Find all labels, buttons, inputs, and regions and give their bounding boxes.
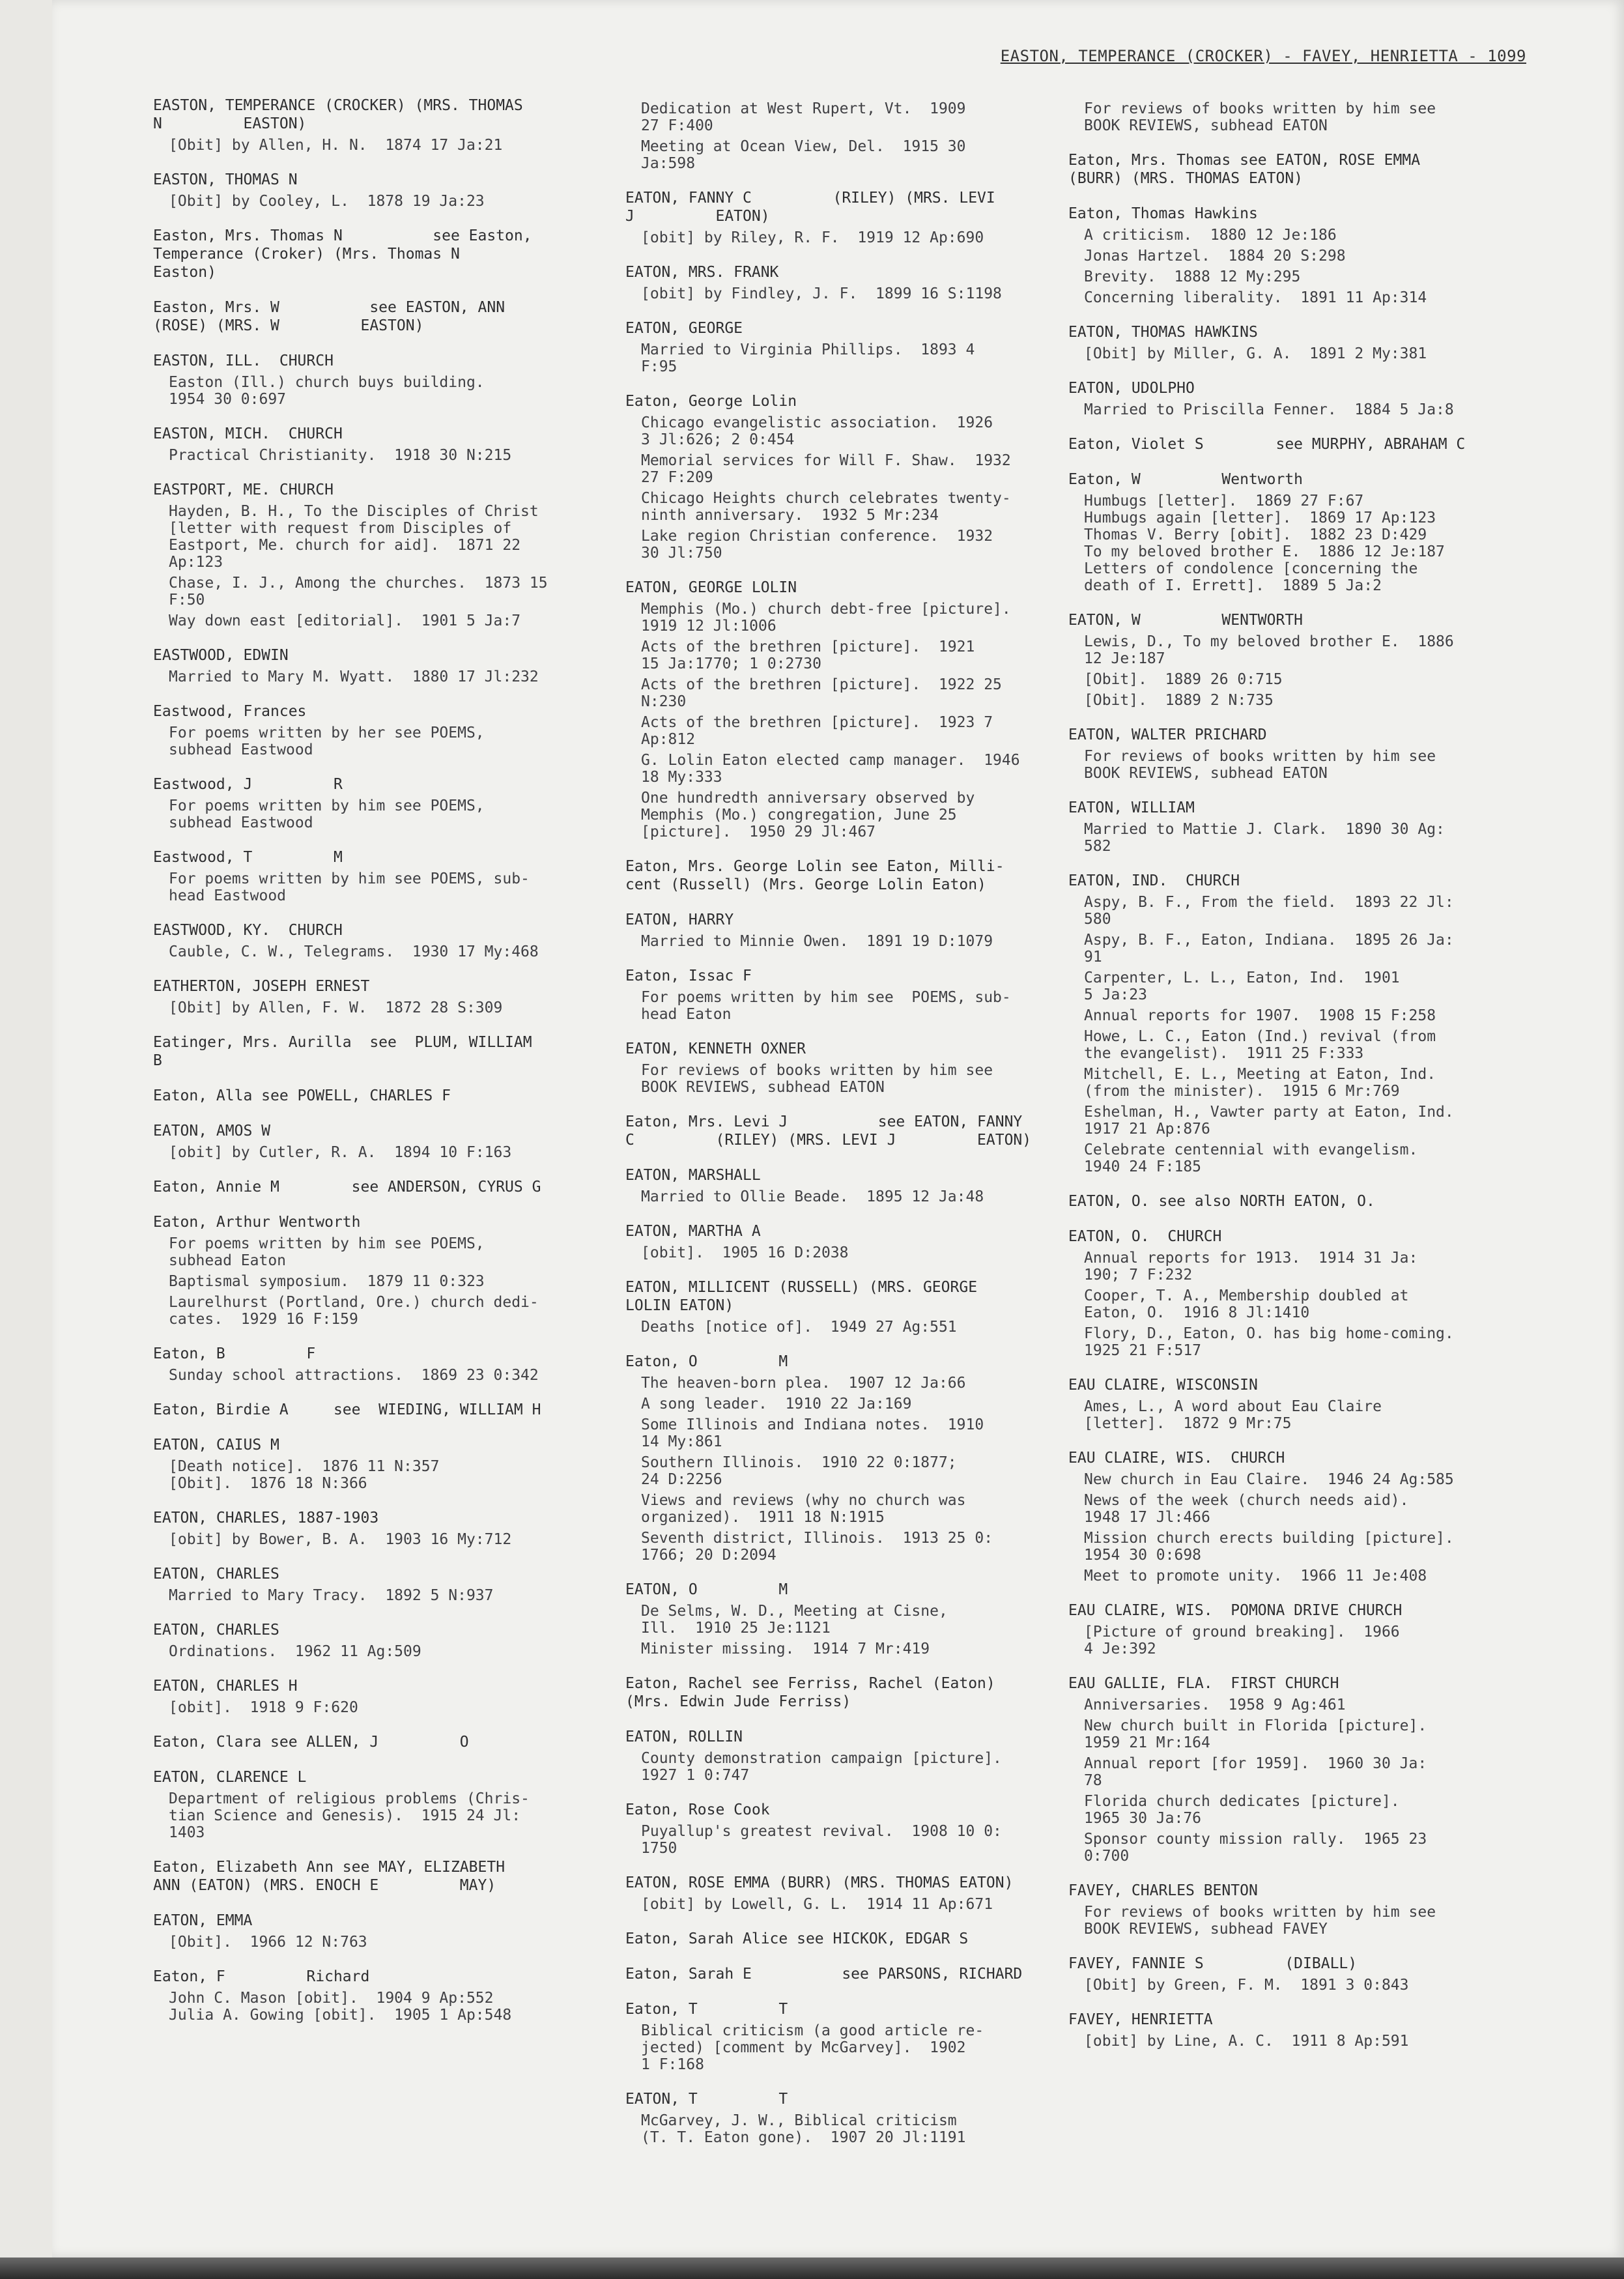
entry-citation: Way down east [editorial]. 1901 5 Ja:7 bbox=[169, 612, 521, 629]
entry-citation: Mission church erects building [picture]. 1954 30 0:698 bbox=[1084, 1530, 1454, 1564]
index-entry bbox=[625, 1728, 1081, 1784]
index-entry bbox=[153, 1733, 609, 1751]
entry-citation: Chase, I. J., Among the churches. 1873 15 F:50 bbox=[169, 575, 548, 609]
entry-heading: EATON, GEORGE bbox=[625, 320, 743, 337]
entry-heading: Eatinger, Mrs. Aurilla see PLUM, WILLIAM B bbox=[153, 1034, 532, 1069]
entry-citation: [Obit] by Green, F. M. 1891 3 0:843 bbox=[1084, 1977, 1409, 1994]
entry-heading: Eaton, Birdie A see WIEDING, WILLIAM H bbox=[153, 1401, 541, 1418]
entry-citation: [obit]. 1905 16 D:2038 bbox=[641, 1244, 849, 1261]
index-entry bbox=[153, 921, 609, 960]
entry-heading: Eastwood, J R bbox=[153, 776, 343, 793]
entry-heading: Eaton, O M bbox=[625, 1353, 788, 1370]
entry-citation: Married to Ollie Beade. 1895 12 Ja:48 bbox=[641, 1188, 984, 1205]
entry-heading: Easton, Mrs. W see EASTON, ANN (ROSE) (MRS. W EASTON) bbox=[153, 299, 506, 334]
entry-citation: [obit]. 1918 9 F:620 bbox=[169, 1699, 358, 1716]
index-entry bbox=[153, 298, 609, 335]
entry-citation: [Obit] by Cooley, L. 1878 19 Ja:23 bbox=[169, 193, 485, 210]
entry-heading: Eaton, T T bbox=[625, 2001, 788, 2018]
entry-heading: FAVEY, CHARLES BENTON bbox=[1068, 1882, 1258, 1899]
entry-heading: EATON, FANNY C (RILEY) (MRS. LEVI J EATON) bbox=[625, 190, 995, 225]
entry-heading: Eaton, W Wentworth bbox=[1068, 471, 1303, 488]
entry-heading: Eastwood, Frances bbox=[153, 703, 307, 720]
entry-heading: EAU CLAIRE, WIS. CHURCH bbox=[1068, 1450, 1285, 1467]
entry-citation: Hayden, B. H., To the Disciples of Christ [letter with request from Disciples of Eastport, Me. church for aid]. 1871 22 Ap:123 bbox=[169, 503, 539, 571]
entry-heading: Eaton, Sarah E see PARSONS, RICHARD bbox=[625, 1966, 1023, 1983]
entry-citation: County demonstration campaign [picture]. 1927 1 0:747 bbox=[641, 1750, 1002, 1784]
index-entry bbox=[153, 1122, 609, 1161]
index-entry bbox=[1068, 726, 1524, 782]
entry-citation: [obit] by Cutler, R. A. 1894 10 F:163 bbox=[169, 1144, 512, 1161]
entry-citation: Chicago evangelistic association. 1926 3 Jl:626; 2 0:454 bbox=[641, 414, 993, 448]
index-entry bbox=[153, 848, 609, 904]
index-entry bbox=[625, 1040, 1081, 1096]
entry-citation: Biblical criticism (a good article re- jected) [comment by McGarvey]. 1902 1 F:168 bbox=[641, 2022, 984, 2073]
entry-citation: Cooper, T. A., Membership doubled at Eaton, O. 1916 8 Jl:1410 bbox=[1084, 1287, 1409, 1321]
entry-citation: Memorial services for Will F. Shaw. 1932 27 F:209 bbox=[641, 452, 1011, 486]
index-entry bbox=[153, 1858, 609, 1895]
entry-citation: Sponsor county mission rally. 1965 23 0:700 bbox=[1084, 1831, 1427, 1865]
index-entry bbox=[153, 1087, 609, 1105]
entry-citation: [obit] by Findley, J. F. 1899 16 S:1198 bbox=[641, 285, 1002, 302]
index-entry bbox=[153, 425, 609, 464]
index-entry bbox=[1068, 1674, 1524, 1865]
entry-citation: Howe, L. C., Eaton (Ind.) revival (from the evangelist). 1911 25 F:333 bbox=[1084, 1028, 1436, 1062]
index-entry bbox=[153, 1968, 609, 2024]
entry-heading: EATON, ROSE EMMA (BURR) (MRS. THOMAS EATON) bbox=[625, 1874, 1014, 1891]
entry-citation: A criticism. 1880 12 Je:186 bbox=[1084, 227, 1337, 244]
entry-heading: EATON, CHARLES, 1887-1903 bbox=[153, 1510, 379, 1526]
entry-heading: EATON, WILLIAM bbox=[1068, 799, 1195, 816]
index-entry bbox=[1068, 100, 1524, 134]
index-entry bbox=[153, 1401, 609, 1419]
entry-heading: Eaton, Issac F bbox=[625, 968, 752, 984]
entry-heading: Eaton, Arthur Wentworth bbox=[153, 1214, 361, 1231]
entry-citation: Brevity. 1888 12 My:295 bbox=[1084, 268, 1301, 285]
index-entry bbox=[153, 1621, 609, 1660]
entry-citation: McGarvey, J. W., Biblical criticism (T. T. Eaton gone). 1907 20 Jl:1191 bbox=[641, 2112, 966, 2146]
entry-citation: Aspy, B. F., Eaton, Indiana. 1895 26 Ja: 91 bbox=[1084, 932, 1454, 966]
entry-heading: EATON, MARTHA A bbox=[625, 1223, 761, 1240]
entry-heading: EATON, CAIUS M bbox=[153, 1437, 279, 1454]
entry-heading: EASTON, ILL. CHURCH bbox=[153, 352, 334, 369]
index-entry bbox=[1068, 1376, 1524, 1432]
index-entry bbox=[1068, 1192, 1524, 1211]
entry-citation: Dedication at West Rupert, Vt. 1909 27 F:400 bbox=[641, 100, 966, 134]
index-column-3 bbox=[1068, 96, 1524, 2067]
entry-citation: Eshelman, H., Vawter party at Eaton, Ind. 1917 21 Ap:876 bbox=[1084, 1104, 1454, 1138]
entry-heading: Eaton, Thomas Hawkins bbox=[1068, 205, 1258, 222]
entry-citation: Ames, L., A word about Eau Claire [letter]. 1872 9 Mr:75 bbox=[1084, 1398, 1382, 1432]
index-entry bbox=[153, 227, 609, 281]
entry-heading: Eaton, Mrs. Levi J see EATON, FANNY C (RILEY) (MRS. LEVI J EATON) bbox=[625, 1113, 1032, 1149]
entry-citation: Memphis (Mo.) church debt-free [picture]. 1919 12 Jl:1006 bbox=[641, 601, 1011, 635]
entry-citation: G. Lolin Eaton elected camp manager. 1946 18 My:333 bbox=[641, 752, 1020, 786]
index-entry bbox=[153, 1033, 609, 1070]
entry-citation: Easton (Ill.) church buys building. 1954 30 0:697 bbox=[169, 374, 485, 408]
index-entry bbox=[625, 392, 1081, 562]
index-entry bbox=[625, 967, 1081, 1023]
entry-citation: Married to Minnie Owen. 1891 19 D:1079 bbox=[641, 933, 993, 950]
entry-citation: Jonas Hartzel. 1884 20 S:298 bbox=[1084, 248, 1346, 265]
entry-citation: Views and reviews (why no church was organized). 1911 18 N:1915 bbox=[641, 1492, 966, 1526]
entry-heading: EATON, CHARLES bbox=[153, 1622, 279, 1639]
index-entry bbox=[153, 646, 609, 685]
entry-citation: New church in Eau Claire. 1946 24 Ag:585 bbox=[1084, 1471, 1454, 1488]
running-head: EASTON, TEMPERANCE (CROCKER) - FAVEY, HENRIETTA - 1099 bbox=[1000, 47, 1526, 65]
index-entry bbox=[153, 1345, 609, 1384]
entry-citation: [Obit]. 1889 26 0:715 bbox=[1084, 671, 1283, 688]
entry-citation: [Obit]. 1889 2 N:735 bbox=[1084, 692, 1274, 709]
index-entry bbox=[153, 171, 609, 210]
entry-citation: De Selms, W. D., Meeting at Cisne, Ill. 1910 25 Je:1121 bbox=[641, 1603, 948, 1637]
index-entry bbox=[625, 100, 1081, 172]
entry-citation: For reviews of books written by him see BOOK REVIEWS, subhead EATON bbox=[1084, 748, 1436, 782]
index-entry bbox=[625, 2000, 1081, 2073]
entry-heading: Eaton, Rachel see Ferriss, Rachel (Eaton) (Mrs. Edwin Jude Ferriss) bbox=[625, 1675, 995, 1710]
entry-citation: For poems written by him see POEMS, sub- head Eaton bbox=[641, 989, 1011, 1023]
entry-citation: Lewis, D., To my beloved brother E. 1886 12 Je:187 bbox=[1084, 633, 1454, 667]
entry-heading: EATON, WALTER PRICHARD bbox=[1068, 726, 1267, 743]
entry-citation: Chicago Heights church celebrates twenty- ninth anniversary. 1932 5 Mr:234 bbox=[641, 490, 1011, 524]
index-entry bbox=[153, 1912, 609, 1951]
entry-heading: EATON, THOMAS HAWKINS bbox=[1068, 324, 1258, 341]
entry-citation: Some Illinois and Indiana notes. 1910 14 My:861 bbox=[641, 1416, 984, 1450]
index-column-1 bbox=[153, 96, 609, 2041]
index-entry bbox=[1068, 379, 1524, 418]
entry-citation: Cauble, C. W., Telegrams. 1930 17 My:468 bbox=[169, 943, 539, 960]
entry-citation: For reviews of books written by him see BOOK REVIEWS, subhead EATON bbox=[641, 1062, 993, 1096]
index-entry bbox=[625, 1674, 1081, 1711]
entry-citation: Annual reports for 1913. 1914 31 Ja: 190; 7 F:232 bbox=[1084, 1250, 1418, 1283]
entry-citation: For poems written by him see POEMS, subhead Eastwood bbox=[169, 797, 485, 831]
entry-heading: EAU CLAIRE, WIS. POMONA DRIVE CHURCH bbox=[1068, 1602, 1403, 1619]
entry-citation: [Death notice]. 1876 11 N:357 [Obit]. 1876 18 N:366 bbox=[169, 1458, 440, 1492]
index-entry bbox=[1068, 1882, 1524, 1938]
entry-heading: Eaton, Annie M see ANDERSON, CYRUS G bbox=[153, 1179, 541, 1196]
entry-heading: EATON, MARSHALL bbox=[625, 1167, 761, 1184]
entry-citation: Annual reports for 1907. 1908 15 F:258 bbox=[1084, 1007, 1436, 1024]
index-entry bbox=[1068, 435, 1524, 453]
entry-citation: Meet to promote unity. 1966 11 Je:408 bbox=[1084, 1568, 1427, 1584]
entry-heading: EATON, KENNETH OXNER bbox=[625, 1040, 806, 1057]
index-entry bbox=[625, 1930, 1081, 1948]
index-entry bbox=[153, 702, 609, 758]
index-entry bbox=[153, 1436, 609, 1492]
entry-citation: Celebrate centennial with evangelism. 1940 24 F:185 bbox=[1084, 1141, 1418, 1175]
index-entry bbox=[1068, 1601, 1524, 1657]
index-entry bbox=[1068, 1955, 1524, 1994]
scanner-edge bbox=[0, 2258, 1624, 2279]
entry-heading: Eastwood, T M bbox=[153, 849, 343, 866]
entry-heading: Eaton, B F bbox=[153, 1345, 316, 1362]
index-entry bbox=[625, 1874, 1081, 1913]
entry-heading: EATON, MILLICENT (RUSSELL) (MRS. GEORGE LOLIN EATON) bbox=[625, 1279, 978, 1314]
entry-heading: EASTON, TEMPERANCE (CROCKER) (MRS. THOMAS N EASTON) bbox=[153, 97, 523, 132]
entry-heading: EATON, IND. CHURCH bbox=[1068, 872, 1240, 889]
entry-citation: Department of religious problems (Chris- tian Science and Genesis). 1915 24 Jl: 1403 bbox=[169, 1790, 530, 1841]
index-entry bbox=[625, 1113, 1081, 1149]
entry-citation: Southern Illinois. 1910 22 0:1877; 24 D:2256 bbox=[641, 1454, 957, 1488]
entry-citation: News of the week (church needs aid). 1948 17 Jl:466 bbox=[1084, 1492, 1409, 1526]
index-entry bbox=[1068, 151, 1524, 188]
index-entry bbox=[1068, 1449, 1524, 1584]
index-entry bbox=[153, 1677, 609, 1716]
entry-heading: EATON, CHARLES bbox=[153, 1566, 279, 1583]
entry-citation: New church built in Florida [picture]. 1959 21 Mr:164 bbox=[1084, 1717, 1427, 1751]
entry-heading: Eaton, Rose Cook bbox=[625, 1801, 770, 1818]
entry-heading: EAU CLAIRE, WISCONSIN bbox=[1068, 1377, 1258, 1394]
entry-heading: EASTON, MICH. CHURCH bbox=[153, 425, 343, 442]
entry-heading: EATON, O M bbox=[625, 1581, 788, 1598]
index-entry bbox=[1068, 323, 1524, 362]
entry-citation: Lake region Christian conference. 1932 30 Jl:750 bbox=[641, 528, 993, 562]
entry-citation: Carpenter, L. L., Eaton, Ind. 1901 5 Ja:23 bbox=[1084, 969, 1400, 1003]
entry-citation: [obit] by Riley, R. F. 1919 12 Ap:690 bbox=[641, 229, 984, 246]
entry-heading: EATON, T T bbox=[625, 2091, 788, 2108]
entry-citation: For reviews of books written by him see BOOK REVIEWS, subhead FAVEY bbox=[1084, 1904, 1436, 1938]
entry-heading: EATON, O. see also NORTH EATON, O. bbox=[1068, 1193, 1375, 1210]
index-entry bbox=[153, 977, 609, 1016]
entry-citation: For poems written by her see POEMS, subhead Eastwood bbox=[169, 724, 485, 758]
entry-citation: [Obit]. 1966 12 N:763 bbox=[169, 1934, 367, 1951]
entry-heading: Eaton, George Lolin bbox=[625, 393, 797, 410]
entry-citation: Married to Virginia Phillips. 1893 4 F:95 bbox=[641, 341, 975, 375]
index-entry bbox=[625, 1801, 1081, 1857]
entry-heading: EASTPORT, ME. CHURCH bbox=[153, 481, 334, 498]
index-entry bbox=[625, 1222, 1081, 1261]
entry-citation: [Obit] by Allen, H. N. 1874 17 Ja:21 bbox=[169, 137, 503, 154]
entry-heading: EATON, GEORGE LOLIN bbox=[625, 579, 797, 596]
entry-citation: Sunday school attractions. 1869 23 0:342 bbox=[169, 1367, 539, 1384]
entry-citation: [Obit] by Allen, F. W. 1872 28 S:309 bbox=[169, 999, 503, 1016]
entry-heading: EATON, ROLLIN bbox=[625, 1728, 743, 1745]
index-entry bbox=[625, 579, 1081, 840]
entry-heading: Eaton, Violet S see MURPHY, ABRAHAM C bbox=[1068, 436, 1466, 453]
index-entry bbox=[153, 481, 609, 629]
entry-heading: EATON, W WENTWORTH bbox=[1068, 612, 1303, 629]
index-entry bbox=[1068, 611, 1524, 709]
index-entry bbox=[1068, 205, 1524, 306]
entry-citation: For reviews of books written by him see BOOK REVIEWS, subhead EATON bbox=[1084, 100, 1436, 134]
entry-heading: Eaton, Elizabeth Ann see MAY, ELIZABETH ANN (EATON) (MRS. ENOCH E MAY) bbox=[153, 1859, 506, 1894]
entry-citation: Meeting at Ocean View, Del. 1915 30 Ja:598 bbox=[641, 138, 966, 172]
entry-heading: FAVEY, HENRIETTA bbox=[1068, 2011, 1213, 2028]
entry-citation: Annual report [for 1959]. 1960 30 Ja: 78 bbox=[1084, 1755, 1427, 1789]
entry-heading: EASTWOOD, EDWIN bbox=[153, 647, 289, 664]
entry-heading: EATON, CHARLES H bbox=[153, 1678, 298, 1695]
entry-heading: Eaton, Mrs. George Lolin see Eaton, Milli- cent (Russell) (Mrs. George Lolin Eaton) bbox=[625, 858, 1004, 893]
entry-heading: Easton, Mrs. Thomas N see Easton, Temperance (Croker) (Mrs. Thomas N Easton) bbox=[153, 227, 532, 281]
index-entry bbox=[625, 189, 1081, 246]
entry-citation: Married to Mary Tracy. 1892 5 N:937 bbox=[169, 1587, 494, 1604]
entry-citation: Acts of the brethren [picture]. 1923 7 Ap:812 bbox=[641, 714, 993, 748]
index-entry bbox=[1068, 470, 1524, 594]
entry-citation: Ordinations. 1962 11 Ag:509 bbox=[169, 1643, 421, 1660]
entry-heading: Eaton, Alla see POWELL, CHARLES F bbox=[153, 1087, 451, 1104]
entry-citation: Practical Christianity. 1918 30 N:215 bbox=[169, 447, 512, 464]
entry-heading: Eaton, Clara see ALLEN, J O bbox=[153, 1734, 469, 1751]
entry-citation: Mitchell, E. L., Meeting at Eaton, Ind. (from the minister). 1915 6 Mr:769 bbox=[1084, 1066, 1436, 1100]
entry-citation: Puyallup's greatest revival. 1908 10 0: 1750 bbox=[641, 1823, 1002, 1857]
index-entry bbox=[625, 2090, 1081, 2146]
entry-heading: EATON, HARRY bbox=[625, 911, 734, 928]
entry-heading: EATON, EMMA bbox=[153, 1912, 253, 1929]
entry-citation: [Obit] by Miller, G. A. 1891 2 My:381 bbox=[1084, 345, 1427, 362]
entry-citation: [obit] by Lowell, G. L. 1914 11 Ap:671 bbox=[641, 1896, 993, 1913]
index-entry bbox=[1068, 1227, 1524, 1359]
entry-citation: Married to Priscilla Fenner. 1884 5 Ja:8 bbox=[1084, 401, 1454, 418]
entry-citation: Laurelhurst (Portland, Ore.) church dedi- cates. 1929 16 F:159 bbox=[169, 1294, 539, 1328]
entry-heading: EATON, UDOLPHO bbox=[1068, 380, 1195, 397]
index-column-2 bbox=[625, 96, 1081, 2163]
entry-heading: Eaton, Mrs. Thomas see EATON, ROSE EMMA (BURR) (MRS. THOMAS EATON) bbox=[1068, 152, 1421, 187]
entry-citation: Minister missing. 1914 7 Mr:419 bbox=[641, 1641, 930, 1657]
entry-citation: Acts of the brethren [picture]. 1922 25 N:230 bbox=[641, 676, 1002, 710]
index-entry bbox=[625, 911, 1081, 950]
entry-heading: EASTWOOD, KY. CHURCH bbox=[153, 922, 343, 939]
index-entry bbox=[153, 1178, 609, 1196]
entry-citation: Anniversaries. 1958 9 Ag:461 bbox=[1084, 1697, 1346, 1713]
entry-heading: EATHERTON, JOSEPH ERNEST bbox=[153, 978, 370, 995]
index-entry bbox=[625, 1581, 1081, 1657]
index-entry bbox=[153, 775, 609, 831]
entry-citation: Humbugs [letter]. 1869 27 F:67 Humbugs again [letter]. 1869 17 Ap:123 Thomas V. Berry [obit]. 1882 23 D:429 To my beloved brother E. 1886 12 Je:187 Letters of condolence [concerning the death of I. Errett]. 1889 5 Ja:2 bbox=[1084, 493, 1445, 594]
entry-citation: [obit] by Line, A. C. 1911 8 Ap:591 bbox=[1084, 2033, 1409, 2050]
entry-citation: For poems written by him see POEMS, subhead Eaton bbox=[169, 1235, 485, 1269]
entry-citation: Acts of the brethren [picture]. 1921 15 Ja:1770; 1 0:2730 bbox=[641, 638, 975, 672]
index-entry bbox=[153, 1509, 609, 1548]
entry-citation: [Picture of ground breaking]. 1966 4 Je:392 bbox=[1084, 1624, 1400, 1657]
index-entry bbox=[625, 319, 1081, 375]
index-entry bbox=[153, 96, 609, 154]
entry-citation: Married to Mattie J. Clark. 1890 30 Ag: 582 bbox=[1084, 821, 1445, 855]
entry-heading: FAVEY, FANNIE S (DIBALL) bbox=[1068, 1955, 1358, 1972]
entry-heading: Eaton, F Richard bbox=[153, 1968, 370, 1985]
index-entry bbox=[625, 263, 1081, 302]
index-entry bbox=[1068, 872, 1524, 1175]
index-entry bbox=[1068, 2011, 1524, 2050]
index-page bbox=[52, 0, 1624, 2258]
entry-citation: Baptismal symposium. 1879 11 0:323 bbox=[169, 1273, 485, 1290]
entry-citation: Deaths [notice of]. 1949 27 Ag:551 bbox=[641, 1319, 957, 1336]
entry-heading: EAU GALLIE, FLA. FIRST CHURCH bbox=[1068, 1675, 1339, 1692]
entry-heading: Eaton, Sarah Alice see HICKOK, EDGAR S bbox=[625, 1930, 969, 1947]
index-entry bbox=[153, 352, 609, 408]
entry-citation: Seventh district, Illinois. 1913 25 0: 1766; 20 D:2094 bbox=[641, 1530, 993, 1564]
entry-heading: EATON, MRS. FRANK bbox=[625, 264, 779, 281]
entry-citation: One hundredth anniversary observed by Memphis (Mo.) congregation, June 25 [picture]. 1950 29 Jl:467 bbox=[641, 790, 975, 840]
entry-citation: John C. Mason [obit]. 1904 9 Ap:552 Julia A. Gowing [obit]. 1905 1 Ap:548 bbox=[169, 1990, 512, 2024]
entry-heading: EASTON, THOMAS N bbox=[153, 171, 298, 188]
index-entry bbox=[625, 1278, 1081, 1336]
index-entry bbox=[625, 1166, 1081, 1205]
index-entry bbox=[625, 857, 1081, 894]
entry-citation: For poems written by him see POEMS, sub- head Eastwood bbox=[169, 870, 530, 904]
entry-citation: Flory, D., Eaton, O. has big home-coming. 1925 21 F:517 bbox=[1084, 1325, 1454, 1359]
entry-citation: Aspy, B. F., From the field. 1893 22 Jl: 580 bbox=[1084, 894, 1454, 928]
entry-citation: Married to Mary M. Wyatt. 1880 17 Jl:232 bbox=[169, 668, 539, 685]
entry-citation: A song leader. 1910 22 Ja:169 bbox=[641, 1396, 912, 1412]
index-entry bbox=[625, 1353, 1081, 1564]
index-entry bbox=[625, 1965, 1081, 1983]
index-entry bbox=[1068, 799, 1524, 855]
entry-citation: [obit] by Bower, B. A. 1903 16 My:712 bbox=[169, 1531, 512, 1548]
entry-heading: EATON, O. CHURCH bbox=[1068, 1228, 1222, 1245]
index-entry bbox=[153, 1768, 609, 1841]
index-entry bbox=[153, 1213, 609, 1328]
entry-citation: The heaven-born plea. 1907 12 Ja:66 bbox=[641, 1375, 966, 1392]
entry-citation: Florida church dedicates [picture]. 1965 30 Ja:76 bbox=[1084, 1793, 1400, 1827]
entry-heading: EATON, AMOS W bbox=[153, 1123, 271, 1140]
entry-heading: EATON, CLARENCE L bbox=[153, 1769, 307, 1786]
index-entry bbox=[153, 1565, 609, 1604]
entry-citation: Concerning liberality. 1891 11 Ap:314 bbox=[1084, 289, 1427, 306]
